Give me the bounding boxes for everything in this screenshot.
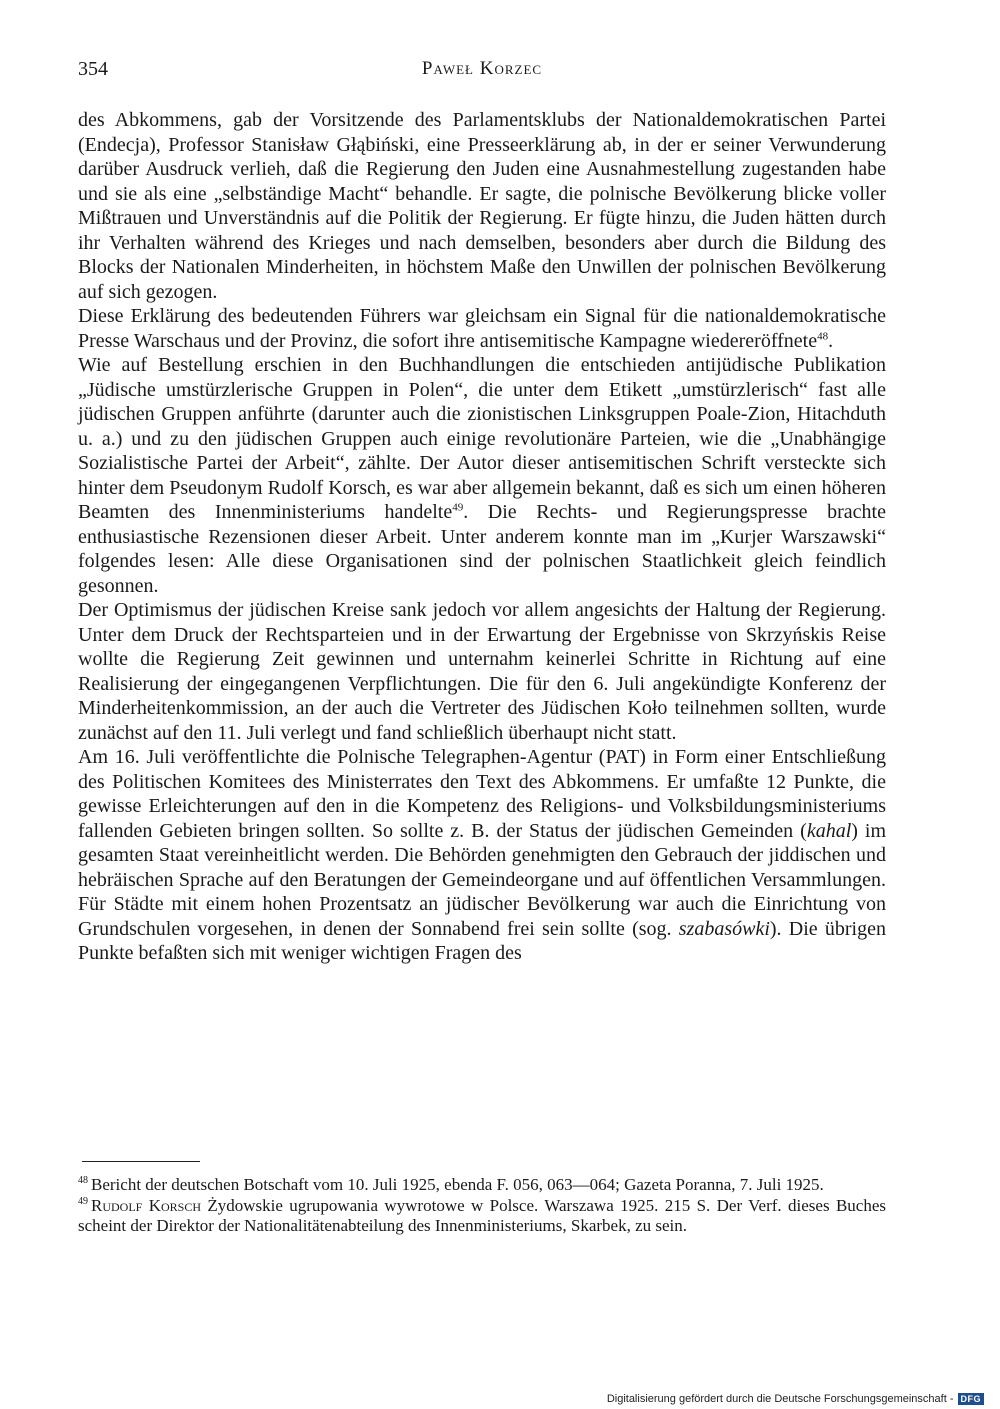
text-run: ). Die übrigen Punkte befaßten sich mit weniger wichtigen Fragen des <box>78 917 886 964</box>
text-run: Diese Erklärung des bedeutenden Führers war gleichsam ein Signal für die nationaldemokratische Presse Warschaus und der Provinz, die sofort ihre antisemitische Kampagne wiedereröffnete <box>78 305 886 352</box>
text-run: Wie auf Bestellung erschien in den Buchhandlungen die entschieden antijüdische Publikation „Jüdische umstürzlerische Gruppen in Polen“, die unter dem Etikett „umstürzlerisch“ fast alle jüdischen Gruppen anführte (darunter auch die zionistischen Linksgruppen Poale-Zion, Hitachduth u. a.) und zu den jüdischen Gruppen auch einige revolutionäre Parteien, wie die „Unabhängige Sozialistische Partei der Arbeit“, zählte. Der Autor dieser antisemitischen Schrift versteckte sich hinter dem Pseudonym Rudolf Korsch, es war aber allgemein bekannt, daß es sich um einen höheren Beamten des Innenministeriums handelte <box>78 354 886 523</box>
credit-text: Digitalisierung gefördert durch die Deutsche Forschungsgemeinschaft - <box>606 1393 954 1405</box>
footnote-ref: 49 <box>452 501 464 514</box>
italic-term: kahal <box>806 819 852 842</box>
body-text <box>78 108 886 966</box>
page-number: 354 <box>78 58 108 80</box>
footnote-number: 49 <box>78 1195 88 1207</box>
text-run: des Abkommens, gab der Vorsitzende des Parlamentsklubs der Nationaldemokratischen Partei (Endecja), Professor Stanisław Głąbiński, eine Presseerklärung ab, in der er seiner Verwunderung darüber Ausdruck verlieh, daß die Regierung den Juden eine Ausnahmestellung zugestanden habe und sie als eine „selbständige Macht“ behandle. Er sagte, die polnische Bevölkerung blicke voller Mißtrauen und Unverständnis auf die Politik der Regierung. Er fügte hinzu, die Juden hätten durch ihr Verhalten während des Krieges und nach demselben, besonders aber durch die Bildung des Blocks der Nationalen Minderheiten, in höchstem Maße den Unwillen der polnischen Bevölkerung auf sich gezogen. <box>78 109 886 303</box>
paragraph <box>78 304 886 353</box>
paragraph <box>78 108 886 304</box>
footnote-ref: 48 <box>817 329 829 342</box>
footnotes <box>78 1175 886 1237</box>
text-run: ) im gesamten Staat vereinheitlicht werden. Die Behörden genehmigten den Gebrauch der jiddischen und hebräischen Sprache auf den Beratungen der Gemeindeorgane und auf öffentlichen Versammlungen. Für Städte mit einem hohen Prozentsatz an jüdischer Bevölkerung war auch die Einrichtung von Grundschulen vorgesehen, in denen der Sonnabend frei sein sollte (sog. <box>78 819 886 940</box>
italic-term: szabasówki <box>678 917 770 940</box>
footnote-text: Żydowskie ugrupowania wywrotowe w Polsce. Warszawa 1925. 215 S. Der Verf. dieses Buches scheint der Direktor der Nationalitätenabteilung des Innenministeriums, Skarbek, zu sein. <box>78 1195 886 1235</box>
text-run: Der Optimismus der jüdischen Kreise sank jedoch vor allem angesichts der Haltung der Regierung. Unter dem Druck der Rechtsparteien und in der Erwartung der Ergebnisse von Skrzyńskis Reise wollte die Regierung Zeit gewinnen und unternahm keinerlei Schritte in Richtung auf eine Realisierung der eingegangenen Verpflichtungen. Die für den 6. Juli angekündigte Konferenz der Minderheitenkommission, an der auch die Vertreter des Jüdischen Koło teilnehmen sollten, wurde zunächst auf den 11. Juli verlegt und fand schließlich überhaupt nicht statt. <box>78 599 886 744</box>
dfg-logo: DFG <box>958 1393 985 1405</box>
footnote <box>78 1175 886 1196</box>
text-run: . Die Rechts- und Regierungspresse brachte enthusiastische Rezensionen dieser Arbeit. Unter anderem konnte man im „Kurjer Warszawski“ folgendes lesen: Alle diese Organisationen sind der polnischen Staatlichkeit gleich feindlich gesonnen. <box>78 501 886 597</box>
footnote <box>78 1196 886 1237</box>
footnote-text: Bericht der deutschen Botschaft vom 10. Juli 1925, ebenda F. 056, 063—064; Gazeta Poranna, 7. Juli 1925. <box>91 1175 824 1194</box>
paragraph <box>78 353 886 598</box>
text-run: . <box>828 329 834 352</box>
footnote-number: 48 <box>78 1175 88 1187</box>
paragraph <box>78 598 886 745</box>
footnote-author: Rudolf Korsch <box>91 1195 201 1215</box>
digitization-credit <box>607 1392 984 1406</box>
text-run: Am 16. Juli veröffentlichte die Polnische Telegraphen-Agentur (PAT) in Form einer Entschließung des Politischen Komitees des Ministerrates den Text des Abkommens. Er umfaßte 12 Punkte, die gewisse Erleichterungen auf den in die Kompetenz des Religions- und Volksbildungsministeriums fallenden Gebieten bringen sollten. So sollte z. B. der Status der jüdischen Gemeinden ( <box>78 746 886 842</box>
footnote-separator <box>82 1161 200 1162</box>
paragraph <box>78 745 886 966</box>
page-header <box>78 58 886 88</box>
running-head: Paweł Korzec <box>421 58 543 79</box>
